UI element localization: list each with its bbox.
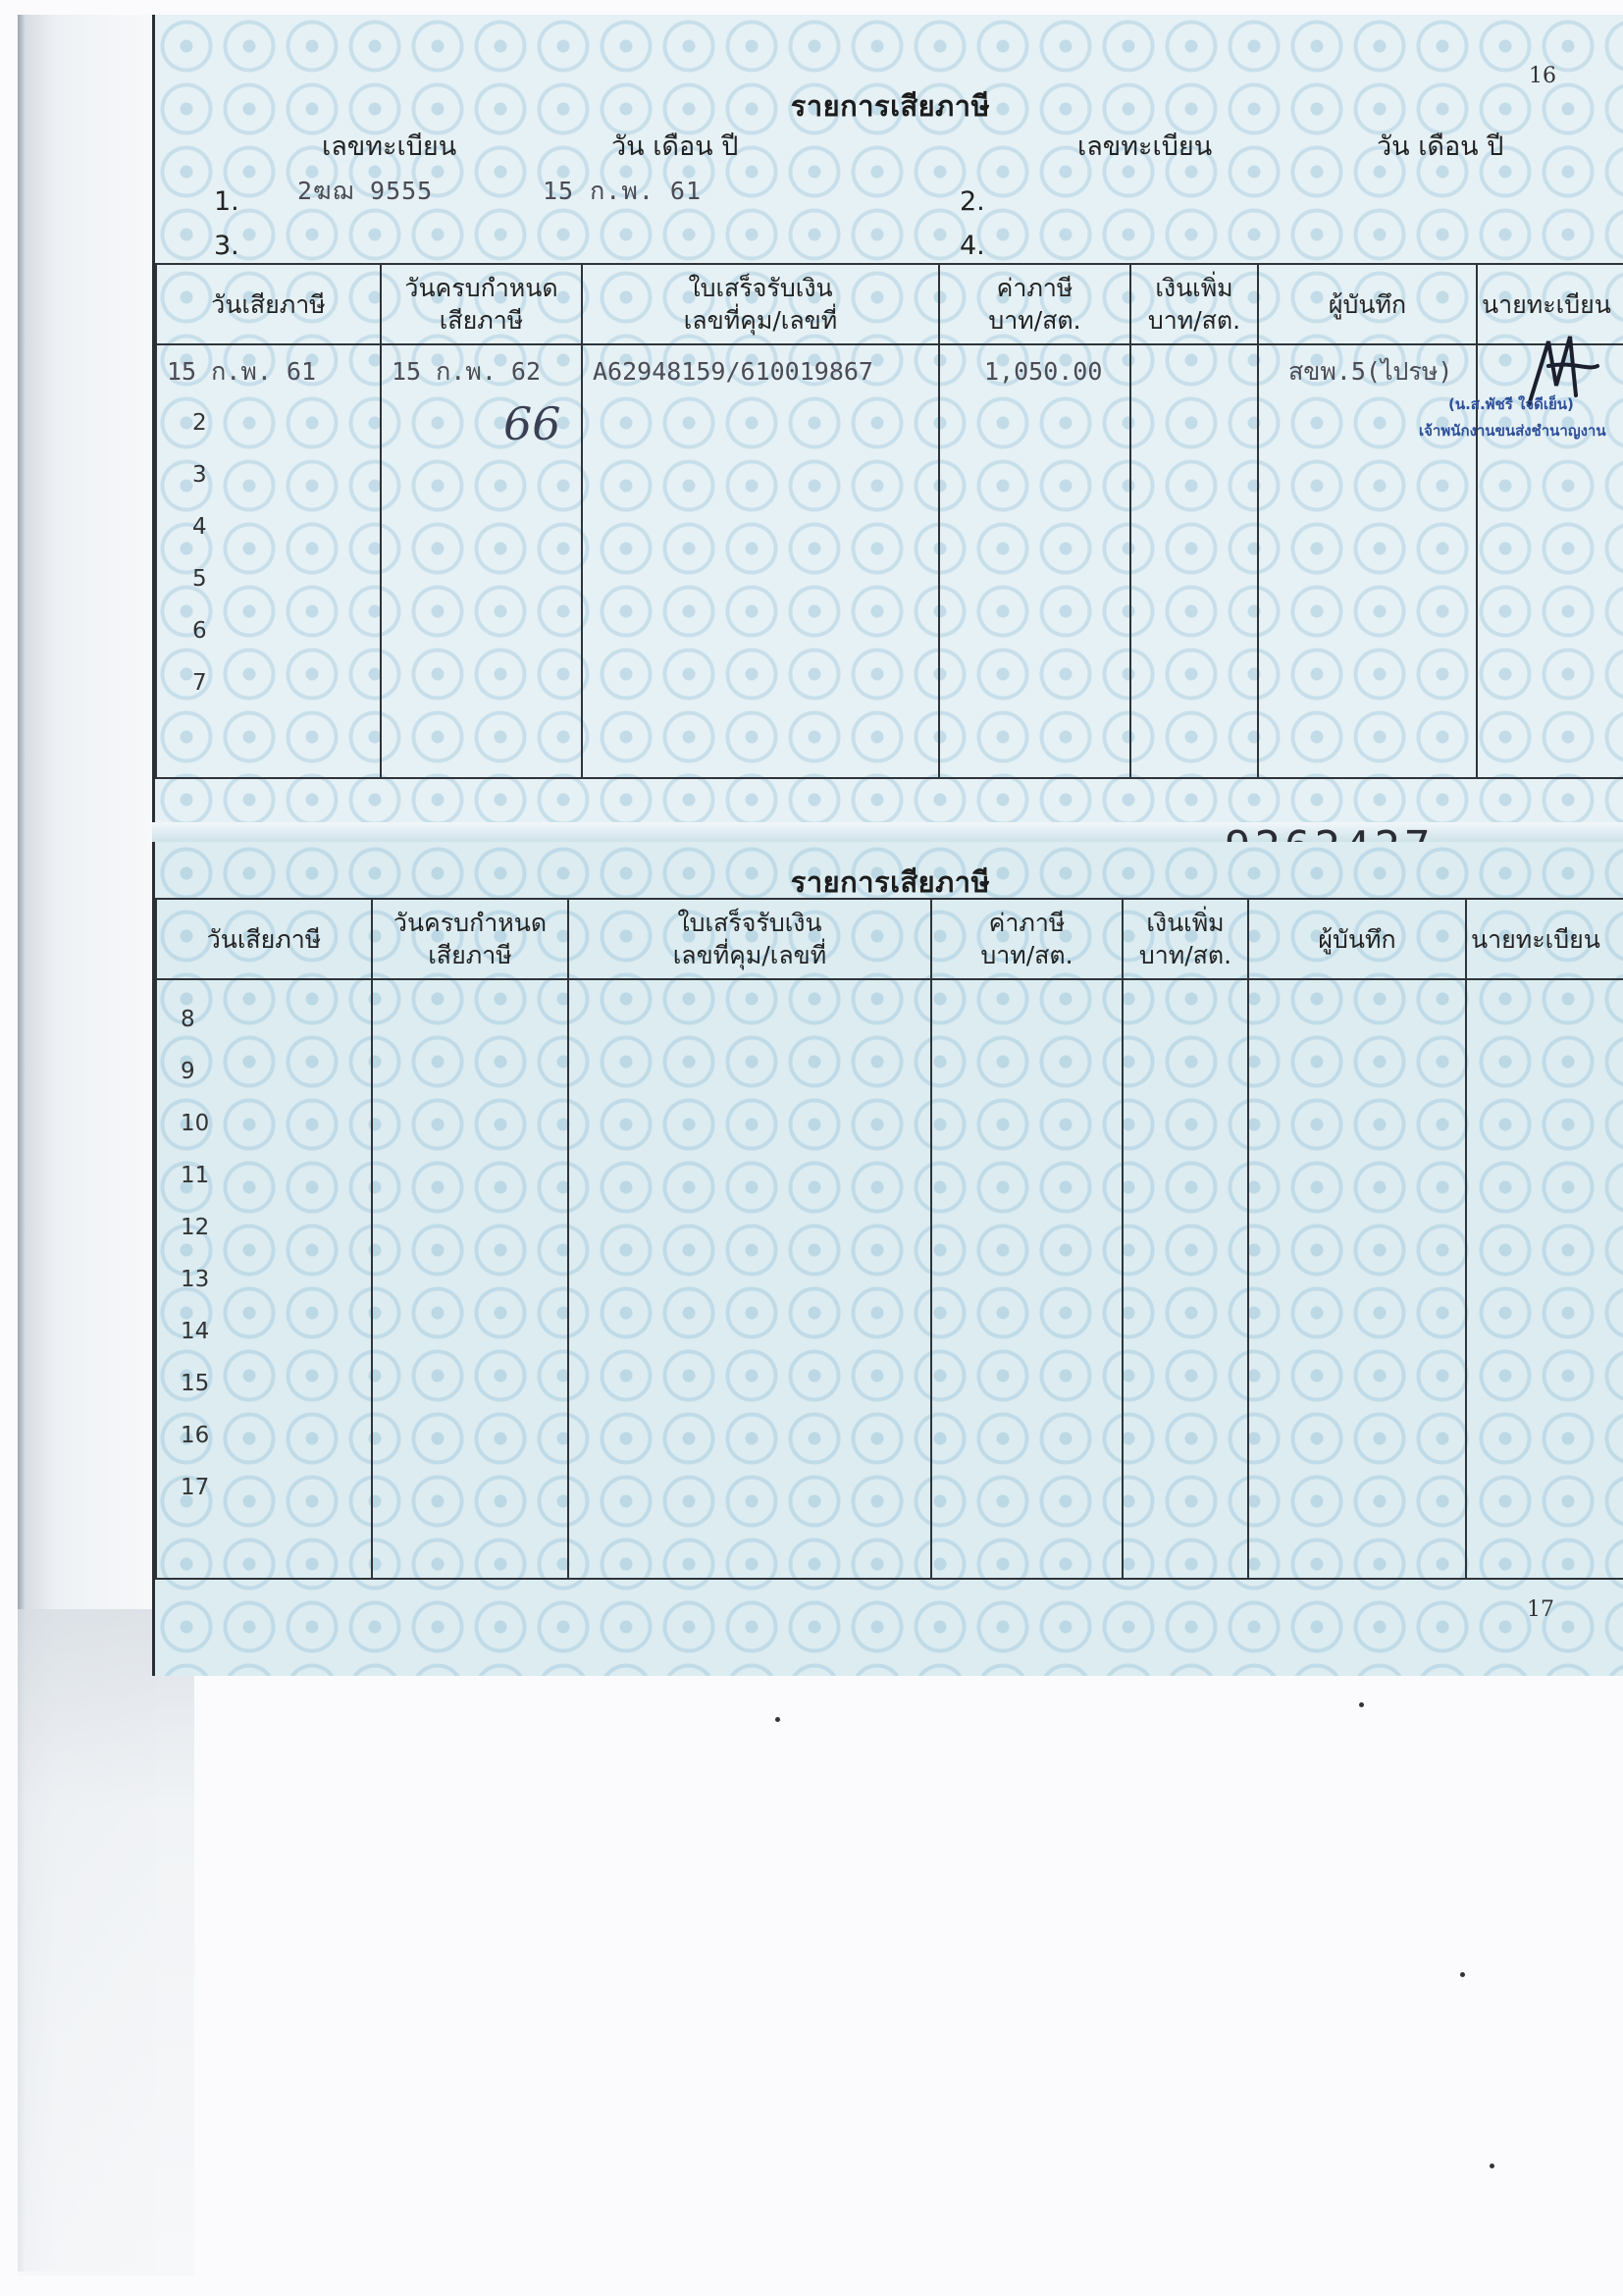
col-header-tax: ค่าภาษี บาท/สต. [931,899,1123,979]
entry-index-4: 4. [960,231,985,261]
table-header-row [156,264,1623,344]
header-date-right: วัน เดือน ปี [1377,131,1504,162]
surcharge-column [1130,344,1258,778]
col-header-recorder: ผู้บันทึก [1258,264,1477,344]
table-body [156,344,1623,778]
col-header-tax: ค่าภาษี บาท/สต. [939,264,1130,344]
col-header-surcharge: เงินเพิ่ม บาท/สต. [1123,899,1248,979]
tax-date-column [156,979,372,1579]
entry-index-1: 1. [214,186,239,217]
page-number: 17 [1527,1597,1554,1622]
row-number: 7 [192,670,207,696]
receipt-column [582,344,939,778]
col-header-receipt: ใบเสร็จรับเงิน เลขที่คุม/เลขที่ [582,264,939,344]
table-header-row [156,899,1623,979]
row-number: 11 [181,1163,210,1188]
row-1-recorder: สขพ.5(ไปรษ) [1288,357,1453,386]
plastic-sleeve [18,1609,194,2276]
row-1-tax-date: 15 ก.พ. 61 [167,357,317,386]
header-reg-left: เลขทะเบียน [322,131,457,162]
row-number: 17 [181,1475,210,1500]
tax-ledger-table-1 [155,263,1623,779]
tax-ledger-table-2 [155,898,1623,1580]
recorder-column [1258,344,1477,778]
col-header-receipt: ใบเสร็จรับเงิน เลขที่คุม/เลขที่ [568,899,931,979]
scan-speck [1359,1702,1364,1707]
scan-speck [1490,2164,1494,2168]
handwritten-note: 66 [503,397,561,450]
registrar-column [1466,979,1623,1579]
col-header-registrar: นายทะเบียน [1477,264,1623,344]
tax-column [939,344,1130,778]
row-number: 2 [192,410,207,436]
page-16 [152,15,1623,834]
row-number: 16 [181,1423,210,1448]
row-number: 8 [181,1007,195,1032]
header-reg-right: เลขทะเบียน [1077,131,1213,162]
row-number: 12 [181,1215,210,1240]
page-17 [152,842,1623,1676]
row-1-tax-amount: 1,050.00 [984,357,1103,386]
col-header-tax-date: วันเสียภาษี [156,264,381,344]
col-header-surcharge: เงินเพิ่ม บาท/สต. [1130,264,1258,344]
header-date-left: วัน เดือน ปี [611,131,739,162]
col-header-due-date: วันครบกำหนด เสียภาษี [372,899,568,979]
row-number: 5 [192,566,207,592]
official-stamp-name: (น.ส.พัชรี ใจดีเย็น) [1448,395,1574,413]
col-header-due-date: วันครบกำหนด เสียภาษี [381,264,582,344]
due-date-column [372,979,568,1579]
col-header-registrar: นายทะเบียน [1466,899,1623,979]
page-title: รายการเสียภาษี [790,89,991,123]
col-header-tax-date: วันเสียภาษี [156,899,372,979]
surcharge-column [1123,979,1248,1579]
page-number: 16 [1529,64,1556,88]
tax-column [931,979,1123,1579]
col-header-recorder: ผู้บันทึก [1248,899,1466,979]
table-body [156,979,1623,1579]
receipt-column [568,979,931,1579]
row-1-due-date: 15 ก.พ. 62 [392,357,542,386]
row-number: 9 [181,1059,195,1084]
entry-reg-1: 2ฆฌ 9555 [297,177,434,205]
row-number: 10 [181,1111,210,1136]
row-number: 13 [181,1267,210,1292]
recorder-column [1248,979,1466,1579]
row-number: 3 [192,462,207,488]
row-number: 6 [192,618,207,644]
scan-speck [775,1717,780,1722]
row-number: 15 [181,1371,210,1396]
entry-index-2: 2. [960,186,985,217]
row-number: 14 [181,1319,210,1344]
tax-date-column [156,344,381,778]
row-number: 4 [192,514,207,540]
entry-index-3: 3. [214,231,239,261]
page-title-2: รายการเสียภาษี [790,865,991,899]
row-1-receipt: A62948159/610019867 [593,357,873,386]
row-1-surcharge [1131,345,1257,397]
entry-date-1: 15 ก.พ. 61 [543,177,703,205]
official-stamp-title: เจ้าพนักงานขนส่งชำนาญงาน [1419,422,1606,440]
scan-speck [1460,1972,1465,1977]
